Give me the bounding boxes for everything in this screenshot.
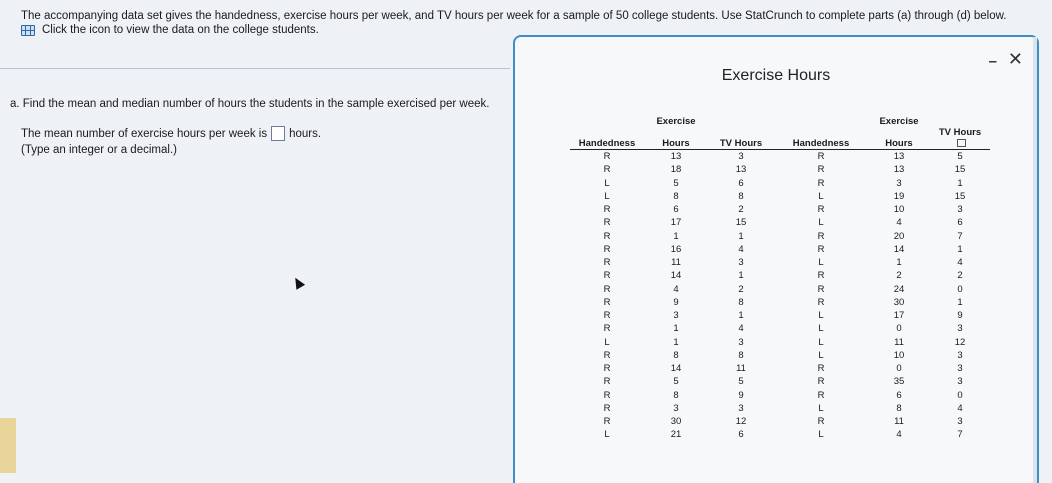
table-row xyxy=(570,163,990,176)
table-cell: R xyxy=(603,283,611,295)
table-row xyxy=(570,402,990,415)
header-row-top xyxy=(570,116,990,127)
table-cell: R xyxy=(817,416,825,428)
table-cell: L xyxy=(818,323,824,335)
table-cell: R xyxy=(603,164,611,176)
table-cell: R xyxy=(603,376,611,388)
table-cell: 5 xyxy=(957,151,963,163)
table-row xyxy=(570,269,990,282)
table-cell: R xyxy=(817,296,825,308)
table-row xyxy=(570,336,990,349)
table-cell: R xyxy=(817,283,825,295)
table-cell: 0 xyxy=(896,323,902,335)
table-cell: R xyxy=(603,389,611,401)
header-top: Exercise xyxy=(879,116,919,127)
table-cell: 4 xyxy=(896,429,902,441)
data-link[interactable] xyxy=(21,24,319,36)
table-row xyxy=(570,362,990,375)
table-cell: R xyxy=(817,230,825,242)
table-cell: R xyxy=(603,270,611,282)
table-cell: R xyxy=(603,310,611,322)
table-cell: 2 xyxy=(957,270,963,282)
table-cell: R xyxy=(817,177,825,189)
answer-hint: (Type an integer or a decimal.) xyxy=(21,144,177,156)
table-cell: 8 xyxy=(738,296,744,308)
table-cell: R xyxy=(603,402,611,414)
table-cell: R xyxy=(817,243,825,255)
data-table xyxy=(570,116,990,442)
table-cell: 12 xyxy=(954,336,966,348)
table-cell: 2 xyxy=(896,270,902,282)
table-cell: 14 xyxy=(670,270,682,282)
table-cell: 7 xyxy=(957,230,963,242)
table-cell: 9 xyxy=(957,310,963,322)
table-cell: L xyxy=(818,349,824,361)
table-cell: 3 xyxy=(957,349,963,361)
table-cell: 8 xyxy=(738,190,744,202)
table-cell: 13 xyxy=(735,164,747,176)
table-cell: R xyxy=(817,389,825,401)
table-row xyxy=(570,203,990,216)
table-cell: 0 xyxy=(896,363,902,375)
table-cell: L xyxy=(604,177,610,189)
table-cell: 4 xyxy=(957,257,963,269)
table-cell: 3 xyxy=(957,416,963,428)
table-cell: 17 xyxy=(893,310,905,322)
data-link-text: Click the icon to view the data on the college students. xyxy=(42,24,319,36)
table-cell: 10 xyxy=(893,349,905,361)
table-cell: 9 xyxy=(738,389,744,401)
table-cell: 24 xyxy=(893,283,905,295)
header-top xyxy=(774,116,868,127)
table-row xyxy=(570,243,990,256)
table-cell: 13 xyxy=(670,151,682,163)
table-cell: 30 xyxy=(893,296,905,308)
table-cell: R xyxy=(603,217,611,229)
table-row xyxy=(570,216,990,229)
table-row xyxy=(570,230,990,243)
table-row xyxy=(570,349,990,362)
table-cell: 1 xyxy=(957,243,963,255)
answer-prefix: The mean number of exercise hours per week is xyxy=(21,127,268,140)
table-cell: R xyxy=(603,257,611,269)
table-cell: L xyxy=(604,429,610,441)
data-popup-window xyxy=(513,35,1039,483)
table-cell: R xyxy=(817,363,825,375)
table-cell: L xyxy=(818,310,824,322)
table-cell: 11 xyxy=(736,363,746,375)
table-cell: R xyxy=(817,376,825,388)
table-cell: 11 xyxy=(894,416,904,428)
table-cell: R xyxy=(817,164,825,176)
table-cell: 1 xyxy=(957,177,963,189)
header-top: Exercise xyxy=(656,116,696,127)
table-cell: 6 xyxy=(738,177,744,189)
table-row xyxy=(570,283,990,296)
popup-title: Exercise Hours xyxy=(721,67,831,84)
table-cell: 1 xyxy=(738,310,744,322)
table-cell: 3 xyxy=(896,177,902,189)
table-cell: 4 xyxy=(738,243,744,255)
table-cell: L xyxy=(818,257,824,269)
table-cell: 3 xyxy=(738,257,744,269)
side-panel-edge xyxy=(0,418,16,473)
table-cell: L xyxy=(818,217,824,229)
table-cell: 19 xyxy=(893,190,905,202)
table-cell: R xyxy=(817,151,825,163)
data-table-icon[interactable] xyxy=(21,25,35,36)
table-cell: 0 xyxy=(957,283,963,295)
table-cell: R xyxy=(603,230,611,242)
table-cell: 35 xyxy=(893,376,905,388)
scrollbar[interactable] xyxy=(1033,37,1037,483)
copy-icon[interactable] xyxy=(957,139,966,147)
table-row xyxy=(570,322,990,335)
table-cell: 3 xyxy=(673,310,679,322)
table-cell: 5 xyxy=(673,177,679,189)
table-row xyxy=(570,428,990,441)
table-cell: 3 xyxy=(957,376,963,388)
table-cell: R xyxy=(603,204,611,216)
table-cell: R xyxy=(603,243,611,255)
column-header: Handedness xyxy=(570,127,644,150)
table-cell: L xyxy=(818,402,824,414)
table-row xyxy=(570,389,990,402)
table-cell: L xyxy=(604,336,610,348)
table-cell: 2 xyxy=(738,283,744,295)
header-top xyxy=(570,116,644,127)
column-header: Handedness xyxy=(774,127,868,150)
question-prompt: The accompanying data set gives the handedness, exercise hours per week, and TV hours per week for a sample of 50 college students. Use StatCrunch to complete parts (a) through (d) below. xyxy=(21,10,1007,22)
table-row xyxy=(570,296,990,309)
table-row xyxy=(570,150,990,164)
table-cell: 3 xyxy=(957,363,963,375)
table-cell: L xyxy=(604,190,610,202)
table-cell: 21 xyxy=(670,429,682,441)
table-row xyxy=(570,415,990,428)
table-cell: L xyxy=(818,190,824,202)
table-cell: 3 xyxy=(738,336,744,348)
table-cell: 4 xyxy=(896,217,902,229)
table-cell: 4 xyxy=(957,402,963,414)
column-header: Hours xyxy=(644,127,708,150)
close-icon[interactable]: ✕ xyxy=(1007,49,1023,69)
table-cell: 5 xyxy=(738,376,744,388)
table-cell: 16 xyxy=(670,243,682,255)
table-cell: 8 xyxy=(673,389,679,401)
table-cell: 5 xyxy=(673,376,679,388)
table-cell: R xyxy=(603,416,611,428)
table-row xyxy=(570,256,990,269)
table-cell: 3 xyxy=(957,323,963,335)
header-top xyxy=(930,116,990,127)
mean-answer-input[interactable] xyxy=(271,126,285,141)
table-row xyxy=(570,309,990,322)
table-cell: 3 xyxy=(957,204,963,216)
table-cell: 3 xyxy=(738,402,744,414)
table-cell: 14 xyxy=(670,363,682,375)
table-cell: 15 xyxy=(954,190,966,202)
table-cell: 17 xyxy=(670,217,682,229)
table-cell: R xyxy=(603,349,611,361)
table-cell: 20 xyxy=(893,230,905,242)
table-cell: 15 xyxy=(735,217,747,229)
section-divider xyxy=(0,68,510,69)
table-cell: R xyxy=(603,363,611,375)
table-cell: 11 xyxy=(894,336,904,348)
table-cell: 1 xyxy=(738,230,744,242)
table-cell: R xyxy=(603,151,611,163)
table-cell: 4 xyxy=(738,323,744,335)
table-cell: 13 xyxy=(893,151,905,163)
minimize-icon[interactable]: – xyxy=(988,53,997,70)
header-row xyxy=(570,127,990,150)
table-cell: 1 xyxy=(673,230,679,242)
table-cell: 11 xyxy=(671,257,681,269)
table-cell: R xyxy=(817,270,825,282)
part-a-question: a. Find the mean and median number of hours the students in the sample exercised per week. xyxy=(10,98,490,110)
column-header-last: TV Hours xyxy=(930,127,990,150)
table-cell: 14 xyxy=(893,243,905,255)
answer-line xyxy=(21,126,321,141)
table-cell: R xyxy=(603,323,611,335)
table-row xyxy=(570,177,990,190)
table-cell: 1 xyxy=(673,336,679,348)
table-cell: 0 xyxy=(957,389,963,401)
table-cell: 7 xyxy=(957,429,963,441)
table-row xyxy=(570,190,990,203)
table-cell: 18 xyxy=(670,164,682,176)
table-cell: 4 xyxy=(673,283,679,295)
table-cell: 1 xyxy=(896,257,902,269)
table-cell: L xyxy=(818,429,824,441)
table-cell: 1 xyxy=(738,270,744,282)
table-cell: 8 xyxy=(738,349,744,361)
header-top xyxy=(708,116,774,127)
table-cell: 12 xyxy=(735,416,747,428)
table-row xyxy=(570,375,990,388)
table-cell: 1 xyxy=(957,296,963,308)
table-cell: 8 xyxy=(673,349,679,361)
table-cell: 6 xyxy=(896,389,902,401)
table-cell: 8 xyxy=(896,402,902,414)
column-header: Hours xyxy=(868,127,930,150)
column-header: TV Hours xyxy=(708,127,774,150)
table-cell: 3 xyxy=(738,151,744,163)
mouse-cursor xyxy=(291,275,305,290)
table-cell: 30 xyxy=(670,416,682,428)
table-cell: 3 xyxy=(673,402,679,414)
answer-suffix: hours. xyxy=(289,127,322,140)
table-cell: R xyxy=(603,296,611,308)
table-cell: 6 xyxy=(957,217,963,229)
table-cell: 10 xyxy=(893,204,905,216)
table-cell: 13 xyxy=(893,164,905,176)
table-cell: L xyxy=(818,336,824,348)
table-cell: 9 xyxy=(673,296,679,308)
table-cell: 6 xyxy=(673,204,679,216)
table-cell: R xyxy=(817,204,825,216)
table-cell: 15 xyxy=(954,164,966,176)
table-cell: 2 xyxy=(738,204,744,216)
table-cell: 1 xyxy=(673,323,679,335)
table-cell: 8 xyxy=(673,190,679,202)
table-cell: 6 xyxy=(738,429,744,441)
